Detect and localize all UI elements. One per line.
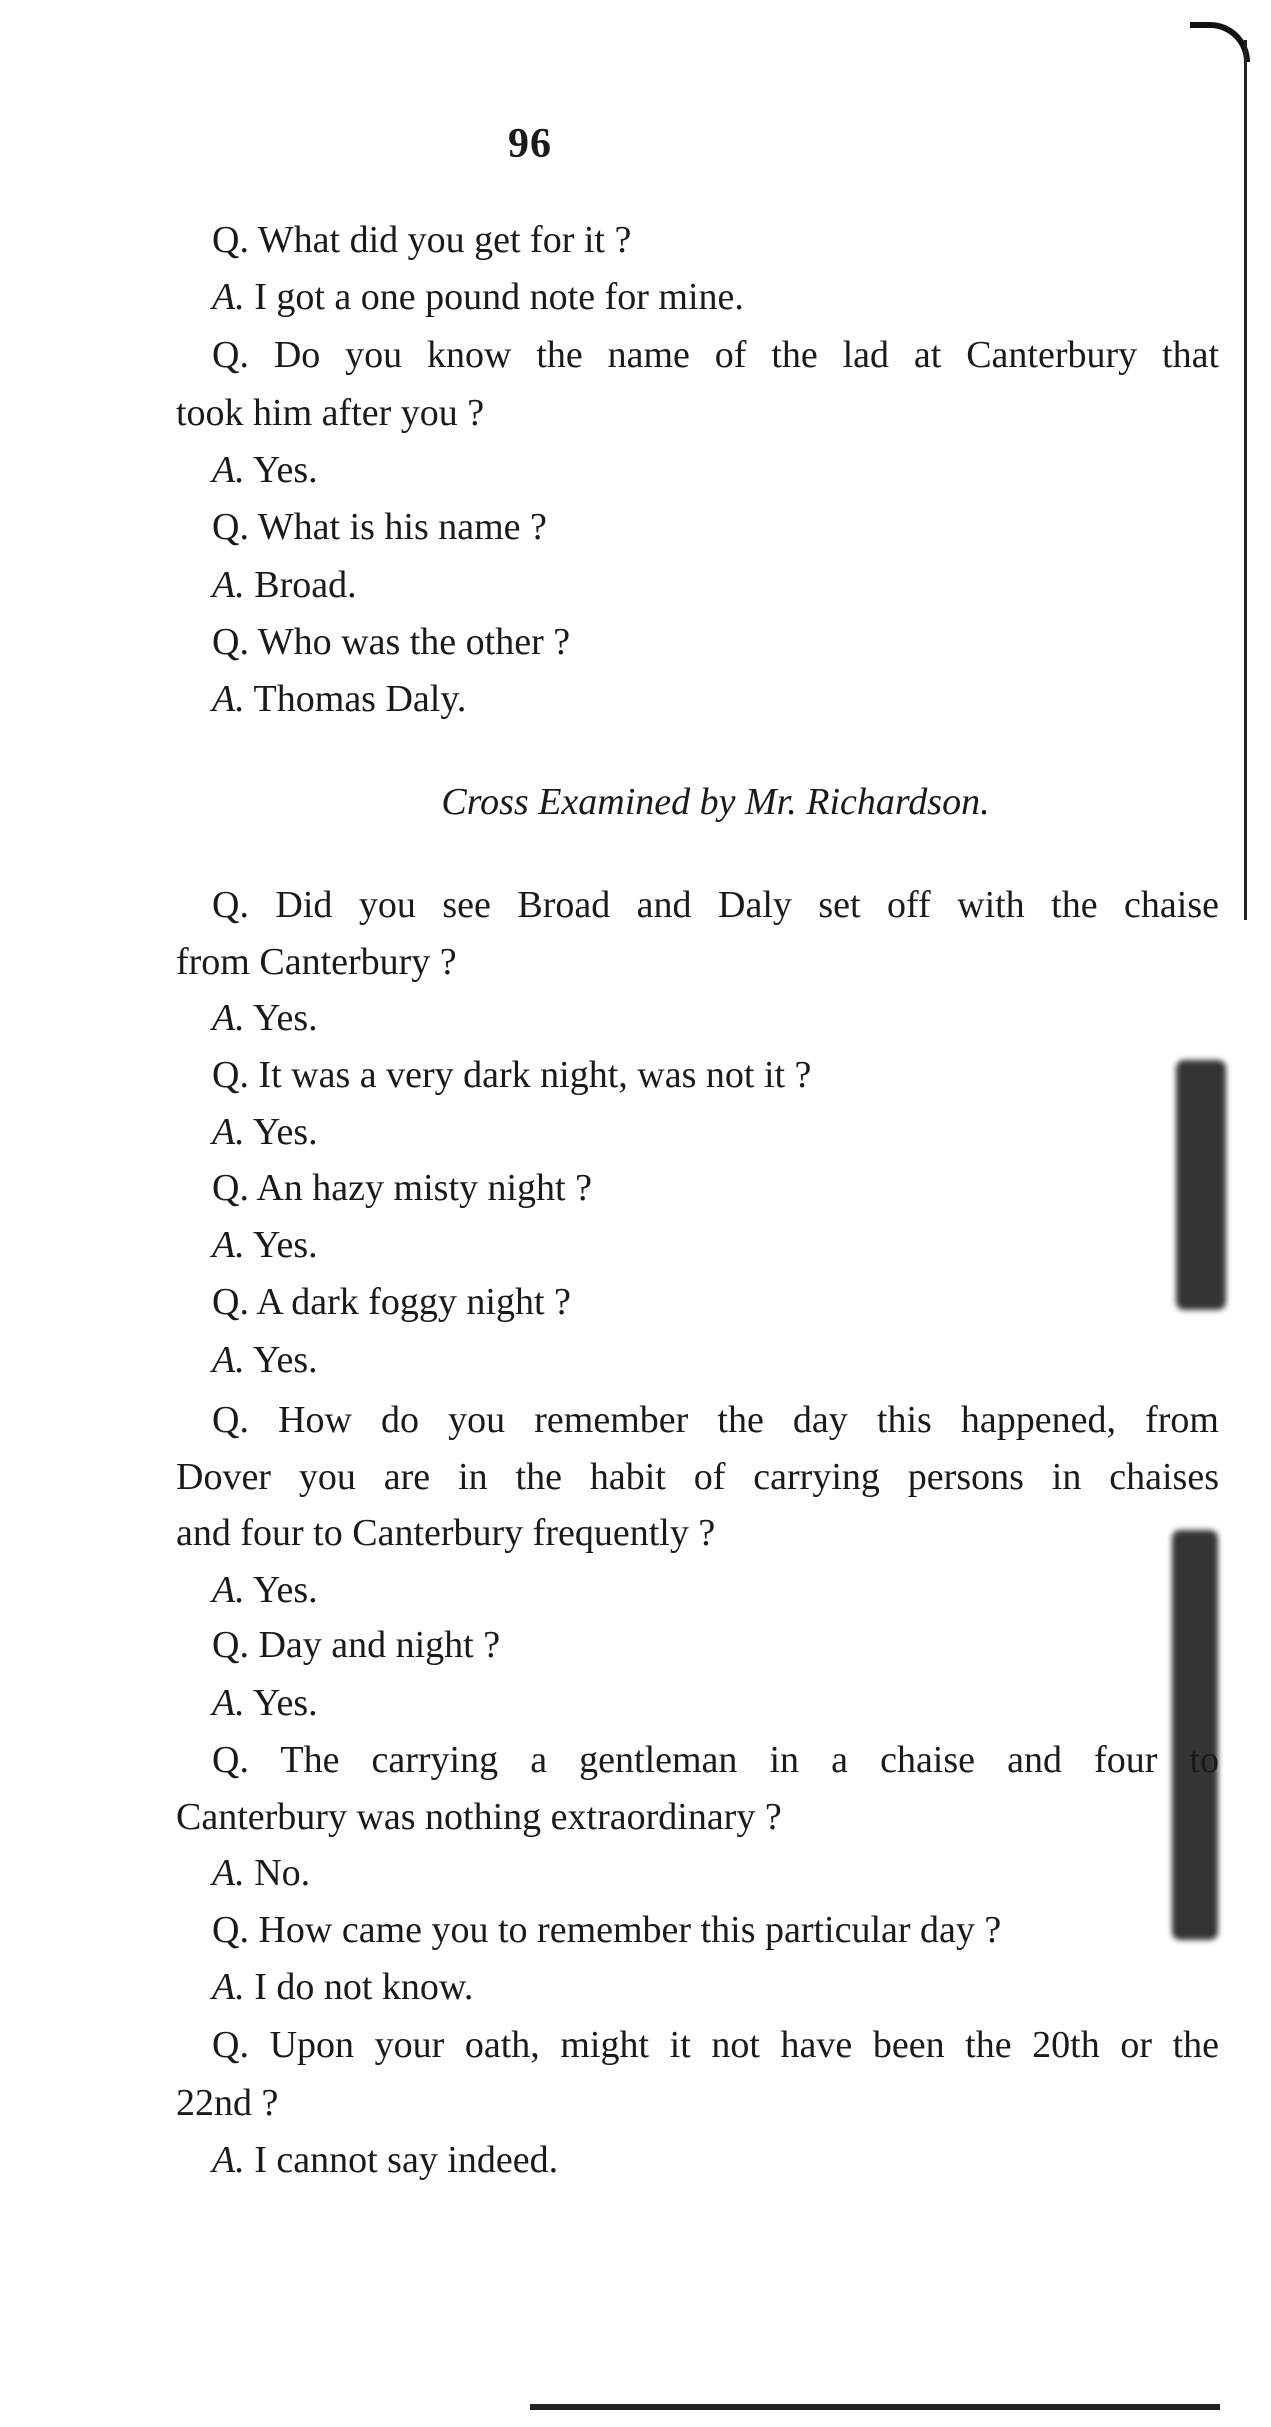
line-text: Upon your oath, might it not have been the 20th or the (269, 2024, 1220, 2066)
line-text: What did you get for it ? (257, 219, 632, 261)
answer-label: A. (212, 1224, 245, 1266)
line-text: What is his name ? (257, 506, 547, 548)
answer-line (212, 1848, 1219, 1898)
line-text: Dover you are in the habit of carrying persons in chaises (176, 1456, 1219, 1498)
answer-label: A. (212, 276, 245, 318)
answer-line (212, 1962, 1219, 2012)
question-line (212, 502, 1219, 552)
question-line (212, 1163, 1219, 1213)
answer-label: A. (212, 1569, 245, 1611)
continuation-line (176, 1508, 1219, 1558)
line-text: No. (254, 1852, 311, 1894)
line-text: Yes. (252, 449, 318, 491)
question-label: Q. (212, 1624, 249, 1666)
answer-label: A. (212, 564, 245, 606)
line-text: Yes. (252, 1224, 318, 1266)
question-line (212, 1620, 1219, 1670)
answer-line (212, 674, 1219, 724)
line-text: An hazy misty night ? (256, 1167, 592, 1209)
answer-line (212, 272, 1219, 322)
question-label: Q. (212, 1909, 249, 1951)
line-text: How do you remember the day this happened, from (278, 1399, 1219, 1441)
line-text: Yes. (252, 997, 318, 1039)
line-text: It was a very dark night, was not it ? (258, 1054, 812, 1096)
continuation-line (176, 2078, 1219, 2128)
line-text: Yes. (252, 1111, 318, 1153)
answer-label: A. (212, 449, 245, 491)
question-label: Q. (212, 334, 249, 376)
line-text: How came you to remember this particular day ? (258, 1909, 1002, 1951)
answer-label: A. (212, 1682, 245, 1724)
line-text: The carrying a gentleman in a chaise and four to (280, 1739, 1219, 1781)
answer-line (212, 560, 1219, 610)
line-text: Did you see Broad and Daly set off with the chaise (275, 884, 1219, 926)
continuation-line (176, 388, 1219, 438)
answer-line (212, 1678, 1219, 1728)
answer-label: A. (212, 1111, 245, 1153)
line-text: A dark foggy night ? (256, 1281, 571, 1323)
answer-label: A. (212, 2139, 245, 2181)
line-text: I cannot say indeed. (254, 2139, 559, 2181)
line-text: I do not know. (254, 1966, 474, 2008)
line-text: Broad. (254, 564, 357, 606)
continuation-line (176, 1452, 1219, 1502)
answer-line (212, 1565, 1219, 1615)
answer-line (212, 1220, 1219, 1270)
question-line (212, 1277, 1219, 1327)
question-label: Q. (212, 506, 249, 548)
question-label: Q. (212, 1399, 249, 1441)
line-text: Yes. (252, 1569, 318, 1611)
section-heading: Cross Examined by Mr. Richardson. (441, 781, 990, 823)
answer-line (212, 1335, 1219, 1385)
line-text: Yes. (252, 1682, 318, 1724)
answer-label: A. (212, 997, 245, 1039)
answer-label: A. (212, 678, 245, 720)
question-line (212, 880, 1219, 930)
question-label: Q. (212, 1054, 249, 1096)
question-line (212, 617, 1219, 667)
continuation-line (176, 937, 1219, 987)
question-line (212, 2020, 1219, 2070)
question-line (212, 330, 1219, 380)
line-text: Do you know the name of the lad at Canterbury that (273, 334, 1219, 376)
line-text: Day and night ? (258, 1624, 501, 1666)
question-label: Q. (212, 621, 249, 663)
page-number: 96 (508, 121, 552, 167)
question-line (212, 1735, 1219, 1785)
continuation-line (176, 1792, 1219, 1842)
question-label: Q. (212, 1281, 249, 1323)
question-label: Q. (212, 219, 249, 261)
line-text: Thomas Daly. (253, 678, 467, 720)
answer-label: A. (212, 1966, 245, 2008)
line-text: Who was the other ? (257, 621, 571, 663)
line-text: took him after you ? (176, 392, 485, 434)
line-text: Canterbury was nothing extraordinary ? (176, 1796, 782, 1838)
question-line (212, 215, 1219, 265)
question-line (212, 1395, 1219, 1445)
line-text: 22nd ? (176, 2082, 279, 2124)
page-corner-edge (1190, 22, 1250, 62)
question-label: Q. (212, 2024, 249, 2066)
line-text: Yes. (252, 1339, 318, 1381)
question-line (212, 1905, 1219, 1955)
answer-label: A. (212, 1852, 245, 1894)
answer-label: A. (212, 1339, 245, 1381)
answer-line (212, 445, 1219, 495)
line-text: from Canterbury ? (176, 941, 457, 983)
bottom-edge-line (530, 2404, 1220, 2410)
answer-line (212, 2135, 1219, 2185)
line-text: I got a one pound note for mine. (254, 276, 744, 318)
question-label: Q. (212, 884, 249, 926)
question-label: Q. (212, 1739, 249, 1781)
line-text: and four to Canterbury frequently ? (176, 1512, 716, 1554)
question-label: Q. (212, 1167, 249, 1209)
question-line (212, 1050, 1219, 1100)
answer-line (212, 993, 1219, 1043)
answer-line (212, 1107, 1219, 1157)
